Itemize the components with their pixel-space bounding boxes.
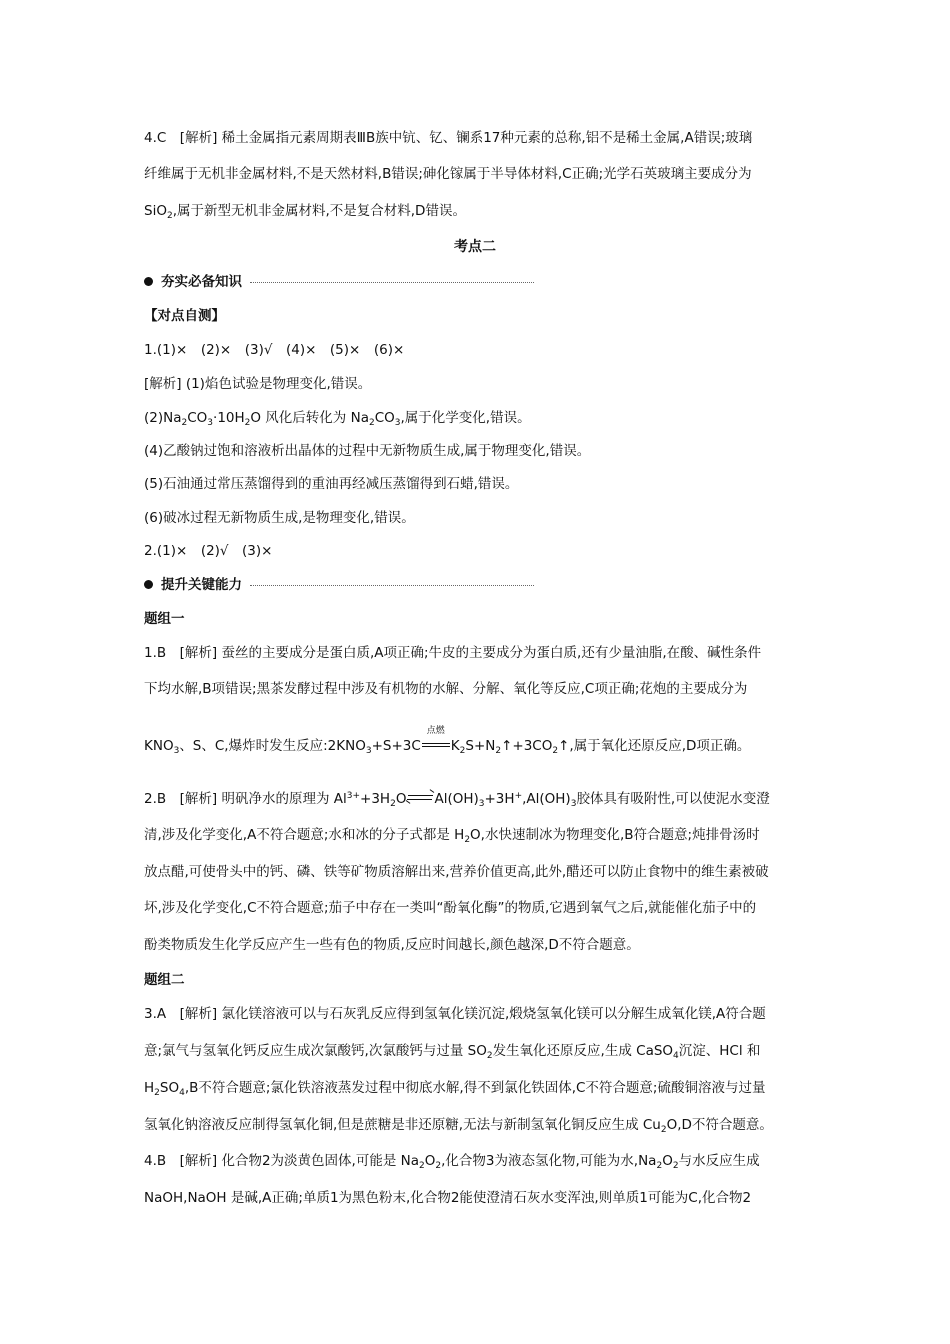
text: 、S、C,爆炸时发生反应:2KNO [179,738,366,754]
text: 胶体具有吸附性,可以使泥水变澄 [576,791,770,807]
text: 2.B [解析] 明矾净水的原理为 Al [144,791,347,807]
superscript: 3+ [346,791,361,801]
text: O [395,791,407,807]
text: O 风化后转化为 Na [250,410,369,426]
subscript: 2 [154,1088,160,1098]
subscript: 2 [166,211,173,221]
text: 发生氧化还原反应,生成 CaSO [492,1043,674,1059]
explanation-line-2 [144,408,531,428]
text: O [424,1153,436,1169]
section-heading-ability [144,575,534,595]
q2-answer-line-1 [144,789,770,809]
text: ,化合物3为液态氢化物,可能为水,Na [441,1153,657,1169]
explanation-line-6: (6)破冰过程无新物质生成,是物理变化,错误。 [144,510,415,526]
text: ↑+3CO [501,738,553,754]
text: +3H [360,791,391,807]
reversible-arrow-icon [406,792,434,804]
self-test-answers-1: 1.(1)× (2)× (3)√ (4)× (5)× (6)× [144,342,405,358]
subscript: 2 [181,418,188,428]
self-test-answers-2: 2.(1)× (2)√ (3)× [144,543,273,559]
text: O,水快速制冰为物理变化,B符合题意;炖排骨汤时 [470,827,760,843]
text: CO [374,410,395,426]
bullet-icon [144,580,153,589]
subscript: 2 [656,1161,663,1171]
answer-text: ,属于新型无机非金属材料,不是复合材料,D错误。 [172,203,466,219]
superscript: + [514,791,523,801]
text: CO [187,410,208,426]
q2-answer-line-5: 酚类物质发生化学反应产生一些有色的物质,反应时间越长,颜色越深,D不符合题意。 [144,937,640,953]
reaction-equals-sign [421,726,451,752]
q4-answer-line-1: 4.C [解析] 稀土金属指元素周期表ⅢB族中钪、钇、镧系17种元素的总称,铝不是稀土金属,A错误;玻璃 [144,130,753,146]
q1-answer-line-2: 下均水解,B项错误;黑茶发酵过程中涉及有机物的水解、分解、氧化等反应,C项正确;花炮的主要成分为 [144,681,748,697]
subscript: 2 [459,746,466,756]
subscript: 2 [390,799,396,809]
text: (2)Na [144,410,182,426]
text: ,B不符合题意;氯化铁溶液蒸发过程中彻底水解,得不到氯化铁固体,C不符合题意;硫酸铜溶液与过量 [184,1080,766,1096]
subscript: 3 [394,418,401,428]
text: ,Al(OH) [522,791,571,807]
q1-answer-line-1: 1.B [解析] 蚕丝的主要成分是蛋白质,A项正确;牛皮的主要成分为蛋白质,还有少量油脂,在酸、碱性条件 [144,645,762,661]
text: ,属于化学变化,错误。 [400,410,531,426]
text: 沉淀、HCl 和 [678,1043,761,1059]
text: Al(OH) [434,791,479,807]
text: ·10H [213,410,245,426]
subscript: 4 [179,1088,185,1098]
q3-answer-line-3 [144,1078,766,1098]
text: S+N [465,738,496,754]
section-heading-label: 提升关键能力 [161,577,242,593]
text: 意;氯气与氢氧化钙反应生成次氯酸钙,次氯酸钙与过量 SO [144,1043,487,1059]
subscript: 2 [486,1051,493,1061]
subscript: 2 [464,835,471,845]
section-heading-knowledge [144,272,534,292]
group-heading-1: 题组一 [144,611,185,627]
text: 清,涉及化学变化,A不符合题意;水和冰的分子式都是 H [144,827,465,843]
text: ↑,属于氧化还原反应,D项正确。 [558,738,751,754]
subscript: 2 [419,1161,425,1171]
q1-answer-line-3 [144,726,751,756]
q4-answer-line-3 [144,201,466,221]
subscript: 2 [244,418,251,428]
q2-answer-line-2 [144,825,760,845]
subscript: 3 [570,799,577,809]
q3-answer-line-1: 3.A [解析] 氯化镁溶液可以与石灰乳反应得到氢氧化镁沉淀,煅烧氢氧化镁可以分解生成氧化镁,A符合题 [144,1006,766,1022]
q3-answer-line-4 [144,1115,773,1135]
reaction-condition: 点燃 [426,726,445,736]
explanation-line-5: (5)石油通过常压蒸馏得到的重油再经减压蒸馏得到石蜡,错误。 [144,476,519,492]
text: SO [159,1080,180,1096]
subscript: 2 [552,746,559,756]
q2-answer-line-3: 放点醋,可使骨头中的钙、磷、铁等矿物质溶解出来,营养价值更高,此外,醋还可以防止食物中的维生素被破 [144,864,769,880]
self-test-heading: 【对点自测】 [144,308,225,324]
text: 4.B [解析] 化合物2为淡黄色固体,可能是 Na [144,1153,420,1169]
section-heading-label: 夯实必备知识 [161,274,242,290]
text: O [662,1153,673,1169]
text: KNO [144,738,174,754]
subscript: 3 [173,746,180,756]
subscript: 3 [478,799,485,809]
subscript: 2 [495,746,502,756]
text: O,D不符合题意。 [666,1117,773,1133]
text: 与水反应生成 [678,1153,760,1169]
subscript: 3 [207,418,214,428]
text: H [144,1080,155,1096]
text: K [450,738,460,754]
q4b-answer-line-2: NaOH,NaOH 是碱,A正确;单质1为黑色粉末,化合物2能使澄清石灰水变浑浊,则单质1可能为C,化合物2 [144,1190,752,1206]
bullet-icon [144,277,153,286]
explanation-line-1: [解析] (1)焰色试验是物理变化,错误。 [144,376,372,392]
subscript: 2 [660,1125,667,1135]
explanation-line-4: (4)乙酸钠过饱和溶液析出晶体的过程中无新物质生成,属于物理变化,错误。 [144,443,591,459]
q4-answer-line-2: 纤维属于无机非金属材料,不是天然材料,B错误;砷化镓属于半导体材料,C正确;光学石英玻璃主要成分为 [144,166,752,182]
subscript: 2 [435,1161,442,1171]
subscript: 2 [368,418,375,428]
text: 氢氧化钠溶液反应制得氢氧化铜,但是蔗糖是非还原糖,无法与新制氢氧化铜反应生成 Cu [144,1117,661,1133]
subscript: 2 [672,1161,679,1171]
text: +3H [484,791,515,807]
section-title: 考点二 [454,239,496,255]
q4b-answer-line-1 [144,1151,760,1171]
q3-answer-line-2 [144,1041,760,1061]
subscript: 3 [365,746,372,756]
formula-text: SiO [144,203,167,219]
group-heading-2: 题组二 [144,972,185,988]
q2-answer-line-4: 坏,涉及化学变化,C不符合题意;茄子中存在一类叫“酚氧化酶”的物质,它遇到氧气之后,就能催化茄子中的 [144,900,757,916]
dotted-divider [250,585,534,586]
subscript: 4 [673,1051,679,1061]
dotted-divider [250,282,534,283]
text: +S+3C [371,738,421,754]
